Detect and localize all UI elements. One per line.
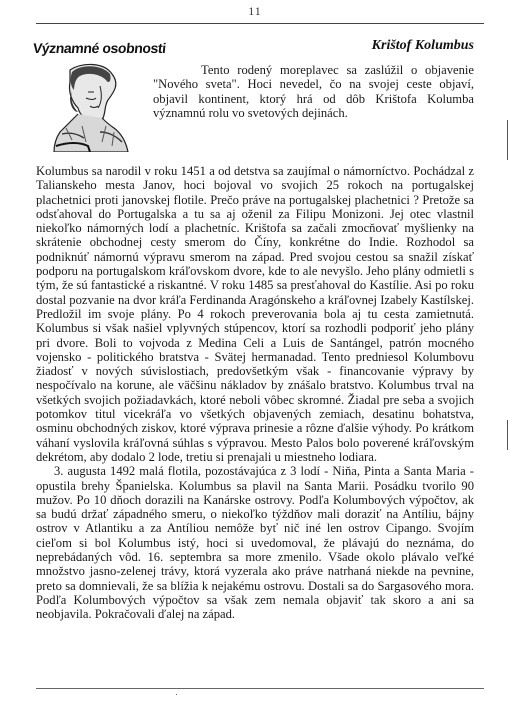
section-title: Významné osobnosti xyxy=(32,40,167,56)
article-body xyxy=(36,164,474,622)
intro-paragraph xyxy=(153,63,474,121)
columbus-portrait-illustration xyxy=(42,62,148,152)
page-number: 11 xyxy=(248,4,262,18)
article-title: Krištof Kolumbus xyxy=(371,38,474,53)
intro-text: Tento rodený moreplavec sa zaslúžil o objavenie "Nového sveta". Hoci nevedel, čo na svojej ceste objaví, objavil kontinent, ktorý hrá od dôb Krištofa Kolumba významnú rolu vo svetových dejinách. xyxy=(153,63,474,121)
scan-edge-mark xyxy=(507,120,508,160)
body-paragraph: Kolumbus sa narodil v roku 1451 a od detstva sa zaujímal o námorníctvo. Pochádzal z Talianskeho mesta Janov, hoci bojoval vo svojich 25 rokoch na portugalskej plachetnici proti janovskej flotile. Prečo práve na portugalskej plachetnici ? Pretože sa odsťahoval do Portugalska a tu sa aj oženil za Filipu Monizoni. Jej otec vlastnil niekoľko námorných lodí a plachetníc. Krištofa sa začali zmocňovať myšlienky na skrátenie obchodnej cesty smerom do Číny, konkrétne do Indie. Rozhodol sa podniknúť námornú výpravu smerom na západ. Pred svojou cestou sa snažil získať podporu na portugalskom kráľovskom dvore, kde to ale nevyšlo. Jeho plány odmietli s tým, že sú fantastické a riskantné. V roku 1485 sa presťahoval do Kastílie. Asi po roku dostal pozvanie na dvor kráľa Ferdinanda Aragónskeho a kráľovnej Izabely Kastílskej. Predložil im svoje plány. Po 4 rokoch preverovania bola aj tu cesta zamietnutá. Kolumbus si však našiel vplyvných stúpencov, ktorí sa rozhodli podporiť jeho plány pri dvore. Boli to vojvoda z Medina Celi a Luis de Santángel, patrón mocného vojensko - politického bratstva - Svätej hermanadad. Tento predniesol Kolumbovu žiadosť v nových súvislostiach, predovšetkým však - financovanie výpravy by nespočívalo na korune, ale väčšinu nákladov by znášalo bratstvo. Kolumbus trval na všetkých svojich požiadavkách, ktoré neboli vôbec skromné. Žiadal pre seba a svojich potomkov titul vicekráľa vo všetkých objavených zemiach, desatinu bohatstva, osminu obchodných ziskov, ktoré výprava prinesie a rôzne ďalšie výhody. Po krátkom váhaní vyslovila kráľovná súhlas s výpravou. Mesto Palos bolo poverené kráľovským dekrétom, aby dodalo 2 lode, tretiu si prenajali u miestneho lodiara. xyxy=(36,164,474,464)
scan-speck xyxy=(176,694,177,695)
header-rule xyxy=(36,23,484,24)
footer-rule xyxy=(36,688,484,689)
scan-edge-mark xyxy=(507,420,508,450)
body-paragraph: 3. augusta 1492 malá flotila, pozostávajúca z 3 lodí - Niňa, Pinta a Santa Maria - opustila brehy Španielska. Kolumbus sa plavil na Santa Marii. Posádku tvorilo 90 mužov. Po 10 dňoch dorazili na Kanárske ostrovy. Podľa Kolumbových výpočtov, ak sa budú držať západného smeru, o niekoľko týždňov mali doraziť na Antíliu, bájny ostrov v Atlantiku a za Antíliou nemôže byť nič iné len ostrov Cipango. Svojím cieľom si bol Kolumbus istý, hoci si uvedomoval, že plávajú do neznáma, do neprebádaných vôd. 16. septembra sa more zmenilo. Všade okolo plávalo veľké množstvo jasno-zelenej trávy, ktorá vyzerala ako práve natrhaná niekde na pevnine, preto sa domnievali, že sa blížia k nejakému ostrovu. Dostali sa do Sargasového mora. Podľa Kolumbových výpočtov sa však zem nemala objaviť tak skoro a ani sa neobjavila. Pokračovali ďalej na západ. xyxy=(36,464,474,622)
